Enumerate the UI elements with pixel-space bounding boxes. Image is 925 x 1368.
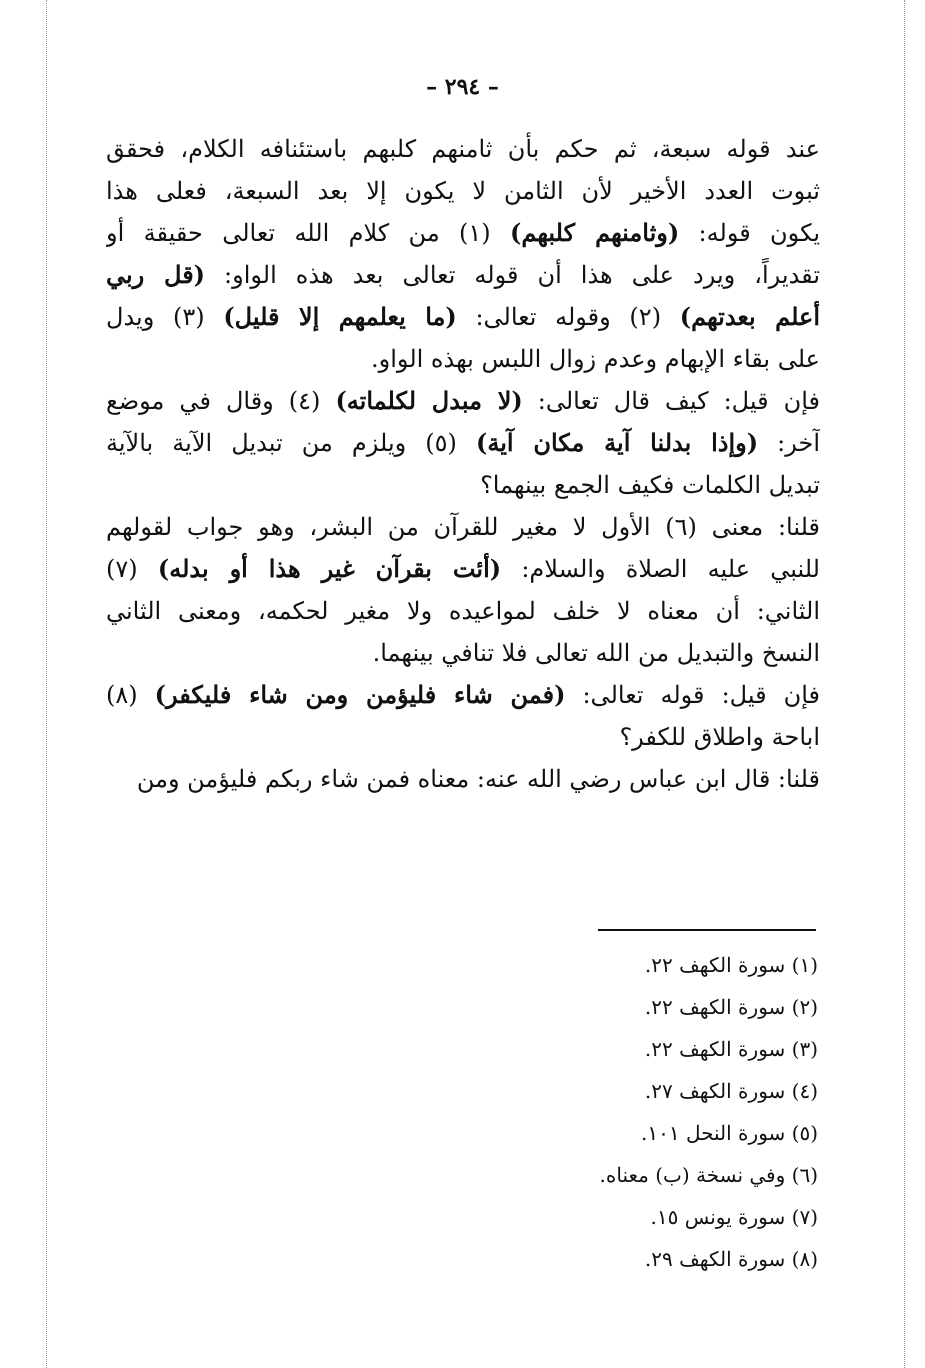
quran-quote: (وإذا بدلنا آية مكان آية) bbox=[475, 428, 759, 457]
footnote: (٧) سورة يونس ١٥. bbox=[650, 1205, 818, 1229]
text-run: قلنا: قال ابن عباس رضي الله عنه: معناه فمن شاء ربكم فليؤمن ومن bbox=[136, 765, 820, 793]
body-text bbox=[106, 128, 820, 800]
footnote: (٨) سورة الكهف ٢٩. bbox=[644, 1247, 818, 1271]
text-run: على بقاء الإبهام وعدم زوال اللبس بهذه الواو. bbox=[371, 345, 820, 373]
text-run: النسخ والتبديل من الله تعالى فلا تنافي بينهما. bbox=[372, 639, 820, 667]
text-run: (١) من كلام الله تعالى حقيقة أو bbox=[106, 219, 511, 247]
paragraph bbox=[106, 506, 820, 674]
page-border-left bbox=[46, 0, 47, 1368]
page-border-right bbox=[904, 0, 905, 1368]
text-run: فإن قيل: قوله تعالى: bbox=[565, 681, 820, 709]
footnote: (١) سورة الكهف ٢٢. bbox=[644, 953, 818, 977]
text-run: (٤) وقال في موضع bbox=[106, 387, 336, 415]
footnote: (٤) سورة الكهف ٢٧. bbox=[644, 1079, 818, 1103]
quran-quote: (وثامنهم كلبهم) bbox=[510, 218, 680, 247]
text-run: (٥) ويلزم من تبديل الآية بالآية bbox=[106, 429, 476, 457]
text-line bbox=[106, 758, 820, 800]
text-run: اباحة واطلاق للكفر؟ bbox=[619, 723, 820, 751]
text-run: (٢) وقوله تعالى: bbox=[456, 303, 680, 331]
quran-quote: (قل ربي bbox=[106, 260, 206, 289]
text-line bbox=[106, 506, 820, 548]
quran-quote: (لا مبدل لكلماته) bbox=[335, 386, 523, 415]
footnote: (٥) سورة النحل ١٠١. bbox=[641, 1121, 818, 1145]
text-line bbox=[106, 254, 820, 296]
footnote: (٢) سورة الكهف ٢٢. bbox=[644, 995, 818, 1019]
text-run: للنبي عليه الصلاة والسلام: bbox=[501, 555, 820, 583]
text-run: ثبوت العدد الأخير لأن الثامن لا يكون إلا بعد السبعة، فعلى هذا bbox=[106, 177, 820, 205]
text-line bbox=[106, 464, 820, 506]
text-run: عند قوله سبعة، ثم حكم بأن ثامنهم كلبهم باستئنافه الكلام، فحقق bbox=[106, 135, 820, 163]
text-run: (٧) bbox=[106, 555, 158, 583]
text-run: قلنا: معنى (٦) الأول لا مغير للقرآن من البشر، وهو جواب لقولهم bbox=[106, 513, 820, 541]
page-number: – ٢٩٤ – bbox=[426, 74, 499, 100]
text-run: فإن قيل: كيف قال تعالى: bbox=[522, 387, 820, 415]
text-line bbox=[106, 380, 820, 422]
text-line bbox=[106, 590, 820, 632]
footnotes bbox=[500, 944, 818, 1280]
text-run: يكون قوله: bbox=[679, 219, 820, 247]
footnote: (٣) سورة الكهف ٢٢. bbox=[644, 1037, 818, 1061]
text-run: تقديراً، ويرد على هذا أن قوله تعالى بعد هذه الواو: bbox=[205, 261, 820, 289]
footnote-separator bbox=[598, 929, 816, 931]
text-line bbox=[106, 674, 820, 716]
footnote: (٦) وفي نسخة (ب) معناه. bbox=[599, 1163, 818, 1187]
paragraph bbox=[106, 128, 820, 380]
text-run: الثاني: أن معناه لا خلف لمواعيده ولا مغير لحكمه، ومعنى الثاني bbox=[106, 597, 820, 625]
text-line bbox=[106, 632, 820, 674]
text-run: تبديل الكلمات فكيف الجمع بينهما؟ bbox=[480, 471, 820, 499]
paragraph bbox=[106, 380, 820, 506]
quran-quote: (أئت بقرآن غير هذا أو بدله) bbox=[157, 554, 502, 583]
text-line bbox=[106, 170, 820, 212]
quran-quote: (فمن شاء فليؤمن ومن شاء فليكفر) bbox=[154, 680, 566, 709]
text-line bbox=[106, 338, 820, 380]
text-run: (٨) bbox=[106, 681, 155, 709]
text-line bbox=[106, 128, 820, 170]
quran-quote: أعلم بعدتهم) bbox=[679, 302, 820, 331]
quran-quote: (ما يعلمهم إلا قليل) bbox=[223, 302, 457, 331]
paragraph bbox=[106, 674, 820, 758]
text-line bbox=[106, 422, 820, 464]
text-run: آخر: bbox=[758, 429, 820, 457]
text-line bbox=[106, 548, 820, 590]
text-run: (٣) ويدل bbox=[106, 303, 224, 331]
text-line bbox=[106, 212, 820, 254]
text-line bbox=[106, 716, 820, 758]
paragraph bbox=[106, 758, 820, 800]
text-line bbox=[106, 296, 820, 338]
